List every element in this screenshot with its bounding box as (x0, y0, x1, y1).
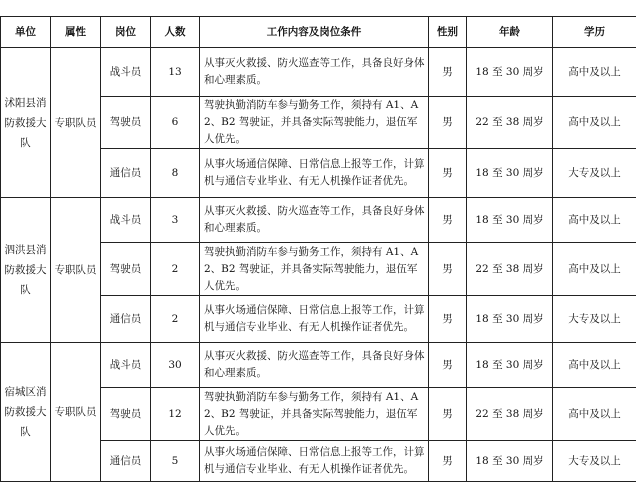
attr-cell: 专职队员 (51, 48, 101, 198)
post-cell: 驾驶员 (101, 97, 151, 149)
header-count: 人数 (151, 17, 200, 48)
count-cell: 2 (151, 243, 200, 296)
header-age: 年龄 (467, 17, 553, 48)
edu-cell: 高中及以上 (553, 48, 636, 97)
edu-cell: 大专及以上 (553, 149, 636, 198)
count-cell: 6 (151, 97, 200, 149)
desc-cell: 从事灭火救援、防火巡查等工作，具备良好身体和心理素质。 (200, 48, 429, 97)
age-cell: 18 至 30 周岁 (467, 48, 553, 97)
gender-cell: 男 (429, 149, 467, 198)
post-cell: 通信员 (101, 441, 151, 482)
desc-cell: 从事灭火救援、防火巡查等工作，具备良好身体和心理素质。 (200, 343, 429, 388)
desc-cell: 驾驶执勤消防车参与勤务工作，须持有 A1、A2、B2 驾驶证，并具备实际驾驶能力，退伍军人优先。 (200, 97, 429, 149)
age-cell: 22 至 38 周岁 (467, 388, 553, 441)
unit-cell: 泗洪县消防救援大队 (1, 198, 51, 343)
header-desc: 工作内容及岗位条件 (200, 17, 429, 48)
attr-cell: 专职队员 (51, 343, 101, 482)
gender-cell: 男 (429, 97, 467, 149)
edu-cell: 高中及以上 (553, 343, 636, 388)
unit-cell: 宿城区消防救援大队 (1, 343, 51, 482)
table-row (1, 198, 636, 243)
edu-cell: 高中及以上 (553, 198, 636, 243)
recruitment-table (0, 16, 636, 482)
edu-cell: 大专及以上 (553, 441, 636, 482)
header-row (1, 17, 636, 48)
count-cell: 12 (151, 388, 200, 441)
desc-cell: 从事火场通信保障、日常信息上报等工作，计算机与通信专业毕业、有无人机操作证者优先。 (200, 296, 429, 343)
edu-cell: 高中及以上 (553, 97, 636, 149)
unit-cell: 沭阳县消防救援大队 (1, 48, 51, 198)
gender-cell: 男 (429, 343, 467, 388)
gender-cell: 男 (429, 198, 467, 243)
age-cell: 18 至 30 周岁 (467, 296, 553, 343)
header-attr: 属性 (51, 17, 101, 48)
age-cell: 18 至 30 周岁 (467, 198, 553, 243)
post-cell: 战斗员 (101, 48, 151, 97)
gender-cell: 男 (429, 243, 467, 296)
gender-cell: 男 (429, 441, 467, 482)
post-cell: 驾驶员 (101, 243, 151, 296)
desc-cell: 从事灭火救援、防火巡查等工作，具备良好身体和心理素质。 (200, 198, 429, 243)
post-cell: 战斗员 (101, 198, 151, 243)
desc-cell: 从事火场通信保障、日常信息上报等工作，计算机与通信专业毕业、有无人机操作证者优先。 (200, 149, 429, 198)
post-cell: 通信员 (101, 296, 151, 343)
gender-cell: 男 (429, 48, 467, 97)
age-cell: 18 至 30 周岁 (467, 149, 553, 198)
desc-cell: 驾驶执勤消防车参与勤务工作，须持有 A1、A2、B2 驾驶证，并具备实际驾驶能力，退伍军人优先。 (200, 388, 429, 441)
gender-cell: 男 (429, 388, 467, 441)
count-cell: 5 (151, 441, 200, 482)
attr-cell: 专职队员 (51, 198, 101, 343)
header-edu: 学历 (553, 17, 636, 48)
post-cell: 通信员 (101, 149, 151, 198)
count-cell: 8 (151, 149, 200, 198)
table-row (1, 343, 636, 388)
age-cell: 18 至 30 周岁 (467, 441, 553, 482)
count-cell: 30 (151, 343, 200, 388)
gender-cell: 男 (429, 296, 467, 343)
count-cell: 2 (151, 296, 200, 343)
desc-cell: 从事火场通信保障、日常信息上报等工作，计算机与通信专业毕业、有无人机操作证者优先。 (200, 441, 429, 482)
header-post: 岗位 (101, 17, 151, 48)
post-cell: 战斗员 (101, 343, 151, 388)
table-row (1, 48, 636, 97)
header-gender: 性别 (429, 17, 467, 48)
edu-cell: 高中及以上 (553, 388, 636, 441)
age-cell: 18 至 30 周岁 (467, 343, 553, 388)
edu-cell: 高中及以上 (553, 243, 636, 296)
age-cell: 22 至 38 周岁 (467, 97, 553, 149)
count-cell: 13 (151, 48, 200, 97)
header-unit: 单位 (1, 17, 51, 48)
count-cell: 3 (151, 198, 200, 243)
age-cell: 22 至 38 周岁 (467, 243, 553, 296)
edu-cell: 大专及以上 (553, 296, 636, 343)
desc-cell: 驾驶执勤消防车参与勤务工作，须持有 A1、A2、B2 驾驶证，并具备实际驾驶能力，退伍军人优先。 (200, 243, 429, 296)
post-cell: 驾驶员 (101, 388, 151, 441)
